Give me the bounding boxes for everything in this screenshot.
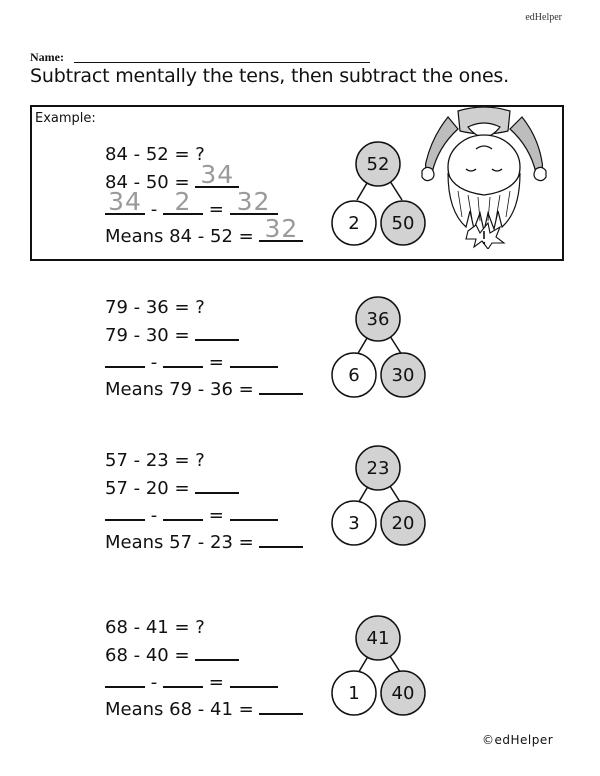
instruction-text: Subtract mentally the tens, then subtract the ones. [30, 65, 509, 87]
problem-question: 79 - 36 = ? [105, 297, 205, 318]
example-problem [105, 141, 303, 249]
example-label: Example: [35, 111, 96, 126]
handwritten-answer: 2 [174, 187, 192, 216]
bond-top-number: 36 [366, 309, 390, 330]
blank-a [105, 187, 145, 216]
blank-b[interactable] [163, 348, 203, 368]
blank-a[interactable] [105, 348, 145, 368]
name-field[interactable] [30, 50, 64, 66]
name-label: Name: [30, 50, 64, 64]
blank-c[interactable] [230, 348, 278, 368]
problem-2 [105, 447, 303, 555]
tens-answer-blank [195, 160, 239, 189]
tens-answer-blank[interactable] [195, 641, 239, 661]
bond-right-number: 40 [391, 683, 415, 704]
means-step: Means 57 - 23 = [105, 528, 303, 555]
bond-right-number: 50 [391, 213, 415, 234]
tens-step: 84 - 50 = 34 [105, 168, 303, 195]
blank-c[interactable] [230, 501, 278, 521]
bond-left-number: 2 [348, 213, 360, 234]
blank-c [230, 187, 278, 216]
bond-left-number: 6 [348, 365, 360, 386]
bond-left-number: 3 [348, 513, 360, 534]
bond-top-number: 41 [366, 628, 390, 649]
final-answer-blank[interactable] [259, 528, 303, 548]
means-step: Means 68 - 41 = [105, 695, 303, 722]
blank-a[interactable] [105, 501, 145, 521]
ones-step: - = [105, 348, 303, 375]
number-bond-2 [330, 447, 440, 557]
blank-a[interactable] [105, 668, 145, 688]
blank-c[interactable] [230, 668, 278, 688]
bond-top-number: 23 [366, 458, 390, 479]
tens-answer-blank[interactable] [195, 321, 239, 341]
bond-right-number: 30 [391, 365, 415, 386]
upside-down-girl-illustration [418, 107, 550, 253]
problem-1 [105, 294, 303, 402]
final-answer-blank[interactable] [259, 375, 303, 395]
number-bond-3 [330, 617, 440, 727]
copyright-footer: ©edHelper [482, 733, 554, 747]
bond-top-number: 52 [366, 154, 390, 175]
tens-step: 79 - 30 = [105, 321, 303, 348]
handwritten-answer: 32 [236, 187, 271, 216]
tens-step: 57 - 20 = [105, 474, 303, 501]
tens-answer-blank[interactable] [195, 474, 239, 494]
number-bond-1 [330, 297, 440, 407]
final-answer-blank[interactable] [259, 695, 303, 715]
brand-header: edHelper [525, 12, 562, 23]
problem-question: 68 - 41 = ? [105, 617, 205, 638]
means-step: Means 84 - 52 = 32 [105, 222, 303, 249]
means-step: Means 79 - 36 = [105, 375, 303, 402]
tens-step: 68 - 40 = [105, 641, 303, 668]
problem-question: 84 - 52 = ? [105, 144, 205, 165]
ones-step: 34 - 2 = 32 [105, 195, 303, 222]
handwritten-answer: 34 [108, 187, 142, 216]
bond-right-number: 20 [391, 513, 415, 534]
handwritten-answer: 32 [264, 214, 299, 243]
blank-b [163, 187, 203, 216]
problem-question: 57 - 23 = ? [105, 450, 205, 471]
name-line[interactable] [74, 62, 370, 63]
ones-step: - = [105, 501, 303, 528]
bond-left-number: 1 [348, 683, 360, 704]
ones-step: - = [105, 668, 303, 695]
handwritten-answer: 34 [200, 160, 235, 189]
blank-b[interactable] [163, 668, 203, 688]
final-answer-blank [259, 214, 303, 243]
blank-b[interactable] [163, 501, 203, 521]
problem-3 [105, 614, 303, 722]
